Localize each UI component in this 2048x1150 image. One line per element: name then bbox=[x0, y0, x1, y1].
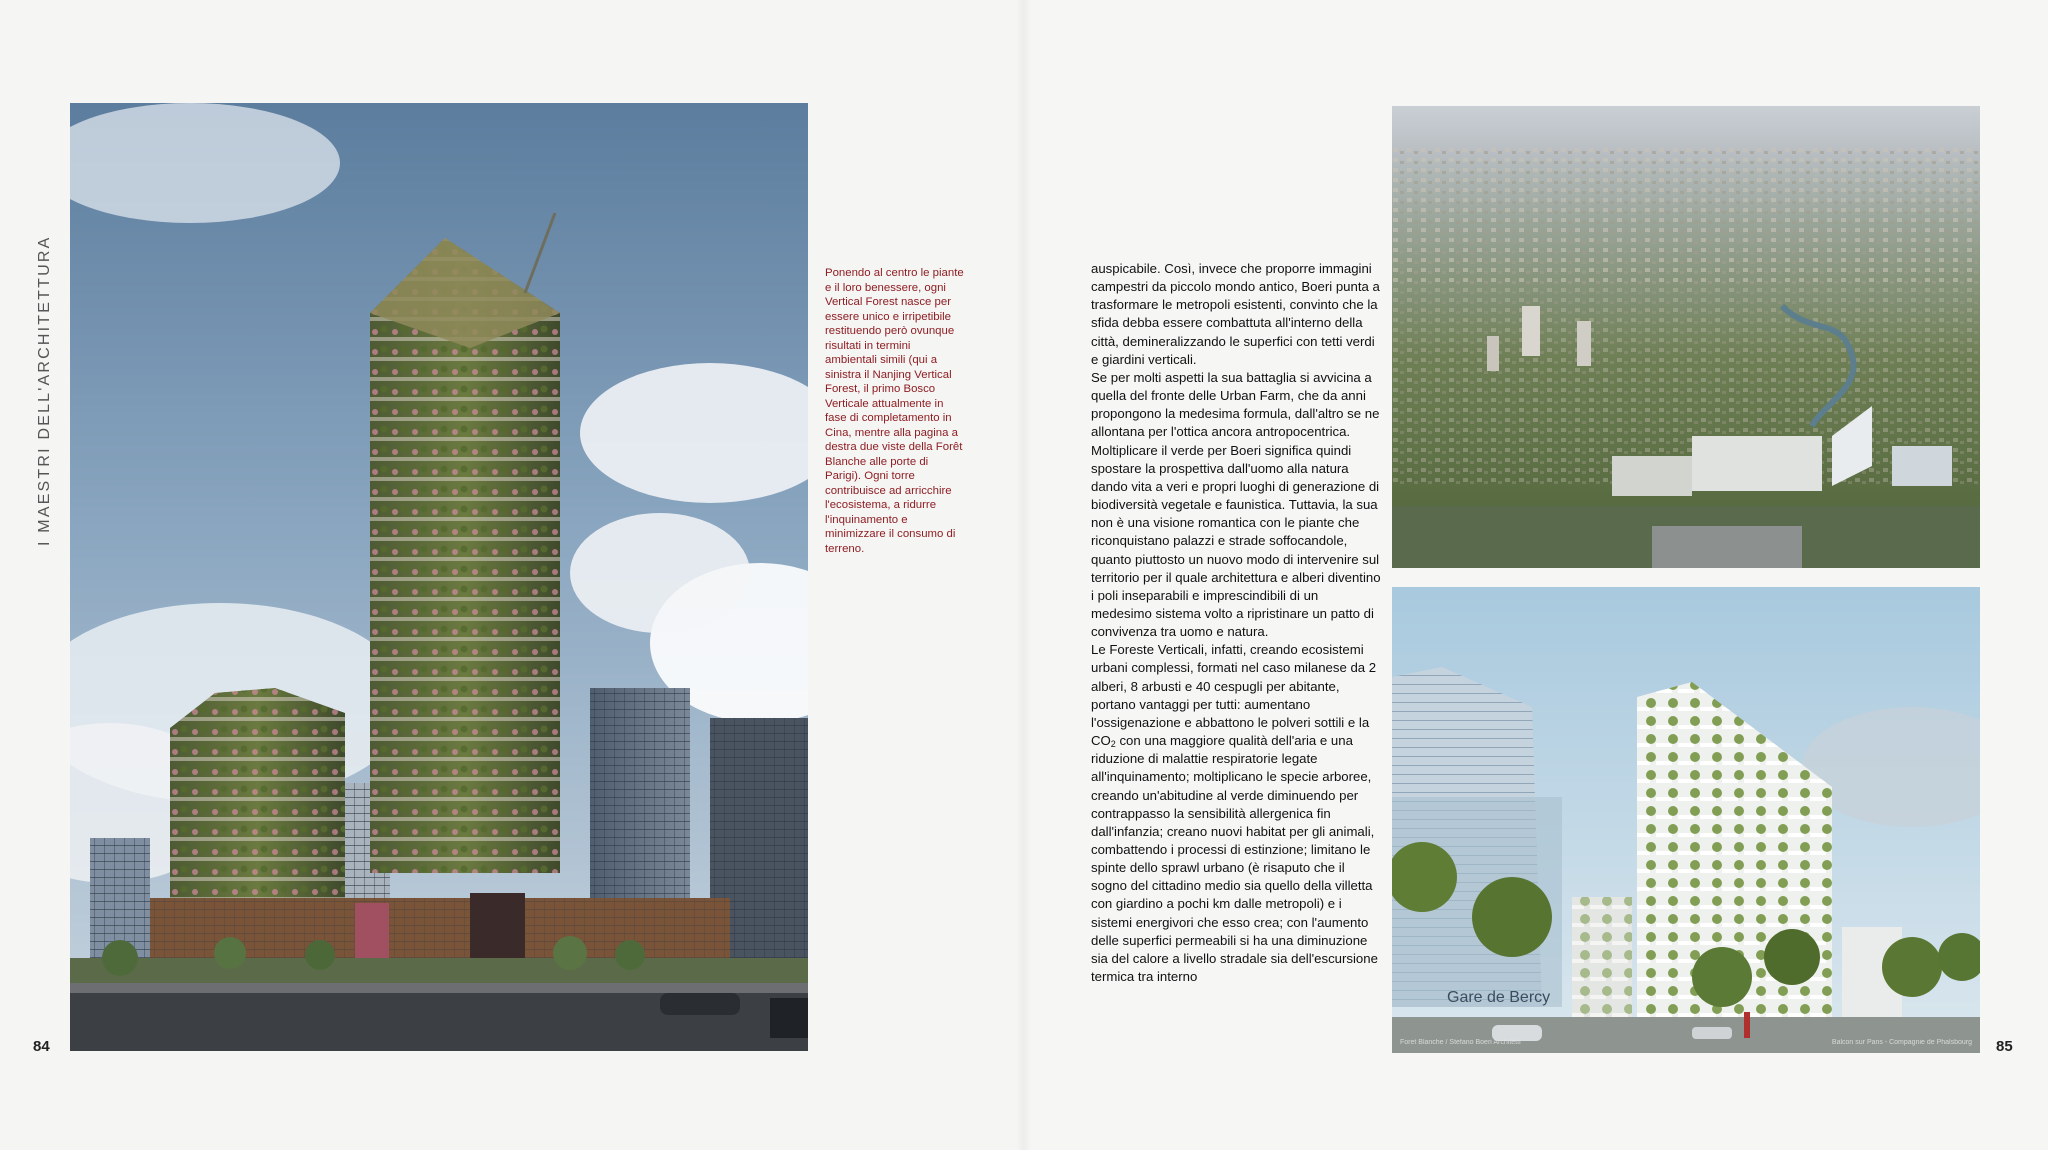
running-head: I MAESTRI DELL'ARCHITETTURA bbox=[36, 235, 53, 546]
station-sign-text: Gare de Bercy bbox=[1447, 989, 1551, 1006]
foret-blanche-street-photo bbox=[1392, 587, 1980, 1053]
body-paragraph-1: auspicabile. Così, invece che proporre immagini campestri da piccolo mondo antico, Boeri punta a trasformare le metropoli esistenti, convinto che la sfida debba essere combattuta all'interno della città, demineralizzando le superfici con tetti verdi e giardini verticali. bbox=[1091, 261, 1380, 367]
photo-caption: Ponendo al centro le piante e il loro benessere, ogni Vertical Forest nasce per essere unico e irripetibile restituendo però ovunque risultati in termini ambientali simili (qui a sinistra il Nanjing Vertical Forest, il primo Bosco Verticale attualmente in fase di completamento in Cina, mentre alla pagina a destra due viste della Forêt Blanche alle porte di Parigi). Ogni torre contribuisce ad arricchire l'ecosistema, a ridurre l'inquinamento e minimizzare il consumo di terreno. bbox=[825, 267, 964, 555]
book-gutter bbox=[1016, 0, 1032, 1150]
body-paragraph-2: Se per molti aspetti la sua battaglia si avvicina a quella del fronte delle Urban Farm, che da anni propongono la medesima formula, dall'altro se ne allontana per l'ottica ancora antropocentrica. Moltiplicare il verde per Boeri significa quindi spostare la prospettiva dall'uomo alla natura dando vita a veri e propri luoghi di generazione di biodiversità vegetale e faunistica. Tuttavia, la sua non è una visione romantica con le piante che riconquistano palazzi e strade soffocandole, quanto piuttosto un nuovo modo di intervenire sul territorio per il quale architettura e alberi diventino i poli inseparabili e imprescindibili di un medesimo sistema volto a ripristinare un patto di convivenza tra uomo e natura. bbox=[1091, 369, 1381, 640]
co2-subscript: 2 bbox=[1110, 739, 1116, 750]
page-number-right: 85 bbox=[1996, 1038, 2013, 1055]
body-paragraph-3 bbox=[1091, 641, 1381, 986]
nanjing-vertical-forest-photo bbox=[70, 103, 808, 1051]
body-text-column bbox=[1091, 260, 1381, 986]
nanjing-photo-illustration bbox=[70, 103, 808, 1051]
photo-credit-right: Balcon sur Paris - Compagnie de Phalsbourg bbox=[1831, 1039, 1972, 1046]
page-number-left: 84 bbox=[33, 1038, 50, 1055]
photo-credit-left: Foret Blanche / Stefano Boeri Architetti bbox=[1400, 1039, 1521, 1046]
aerial-photo-illustration bbox=[1392, 106, 1980, 568]
foret-blanche-aerial-photo bbox=[1392, 106, 1980, 568]
street-photo-illustration bbox=[1392, 587, 1980, 1053]
body-paragraph-3-part-2: con una maggiore qualità dell'aria e una riduzione di malattie respiratorie legate all'inquinamento; moltiplicano le specie arboree, creando un'abitudine al verde diminuendo per contrappasso la sensibilità allergenica fin dall'infanzia; creano nuovi habitat per gli animali, combattendo i processi di estinzione; limitano le spinte dello sprawl urbano (è risaputo che il sogno del cittadino medio sia quello della villetta con giardino a pochi km dalle metropoli) e i sistemi energivori che esso crea; con l'aumento delle superfici permeabili si ha una diminuzione sia del calore a livello stradale sia dell'escursione termica tra interno bbox=[1091, 733, 1378, 985]
body-paragraph-3-part-1: Le Foreste Verticali, infatti, creando ecosistemi urbani complessi, formati nel caso milanese da 2 alberi, 8 arbusti e 40 cespugli per abitante, portano vantaggi per tutti: aumentano l'ossigenazione e abbattono le polveri sottili e la CO bbox=[1091, 642, 1377, 749]
